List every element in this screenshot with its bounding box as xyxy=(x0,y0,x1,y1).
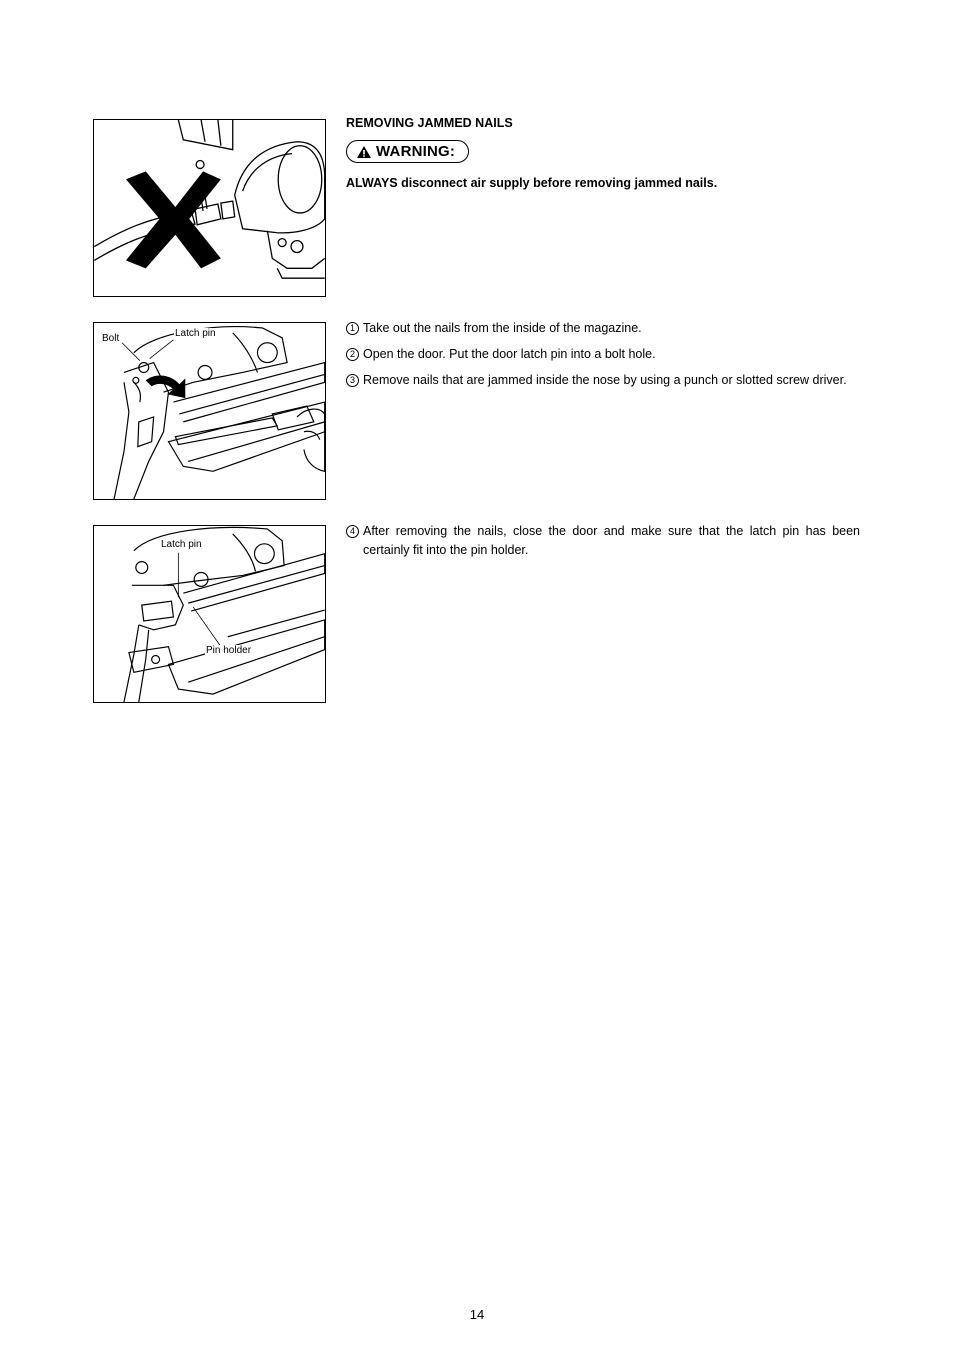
label-latch-pin: Latch pin xyxy=(175,328,216,339)
warning-text: ALWAYS disconnect air supply before removing jammed nails. xyxy=(346,176,718,190)
page-number: 14 xyxy=(469,1307,485,1322)
label-pin-holder: Pin holder xyxy=(206,645,252,656)
warning-label: WARNING: xyxy=(376,143,456,160)
step-text: Open the door. Put the door latch pin into a bolt hole. xyxy=(363,347,656,361)
figure-close-door xyxy=(93,525,326,703)
figure-open-door xyxy=(93,322,326,500)
step-number: 3 xyxy=(346,374,359,387)
label-bolt: Bolt xyxy=(102,333,120,344)
section-title: REMOVING JAMMED NAILS xyxy=(346,116,513,130)
label-latch-pin: Latch pin xyxy=(161,539,202,550)
step-number: 4 xyxy=(346,525,359,538)
step-text: After removing the nails, close the door and make sure that the latch pin has been certainly fit into the pin holder. xyxy=(363,524,860,557)
nailer-nose-open-illustration xyxy=(94,323,325,499)
figure-disconnect-air-supply xyxy=(93,119,326,297)
step-number: 2 xyxy=(346,348,359,361)
step-4 xyxy=(346,522,860,560)
nailer-air-hose-illustration xyxy=(94,120,325,296)
nailer-nose-closed-illustration xyxy=(94,526,325,702)
step-number: 1 xyxy=(346,322,359,335)
step-3 xyxy=(346,371,860,390)
warning-triangle-icon xyxy=(357,146,371,158)
warning-badge xyxy=(346,140,469,163)
step-text: Take out the nails from the inside of the magazine. xyxy=(363,321,642,335)
step-2 xyxy=(346,345,860,364)
step-1 xyxy=(346,319,860,338)
step-text: Remove nails that are jammed inside the nose by using a punch or slotted screw driver. xyxy=(363,373,847,387)
x-mark-icon xyxy=(126,171,221,268)
